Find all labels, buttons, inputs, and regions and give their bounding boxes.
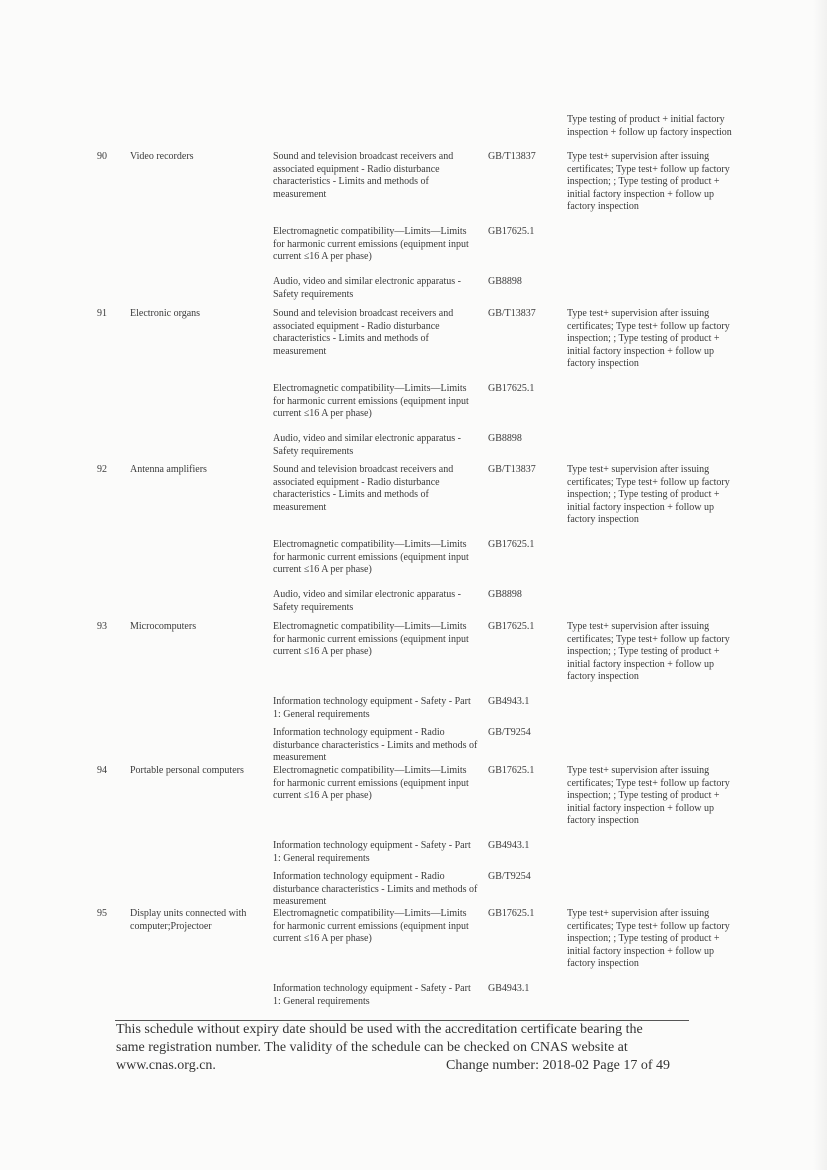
certification-mode: Type test+ supervision after issuing certificates; Type test+ follow up factory inspection; ; Type testing of product + initial factory inspection + follow up factory inspection — [567, 308, 730, 369]
standard-title: Audio, video and similar electronic apparatus - Safety requirements — [273, 589, 461, 613]
footer-website: www.cnas.org.cn. — [116, 1058, 216, 1073]
standard-code: GB17625.1 — [488, 226, 535, 237]
footer-line-1: This schedule without expiry date should be used with the accreditation certificate bearing the — [116, 1022, 643, 1037]
certification-mode: Type test+ supervision after issuing certificates; Type test+ follow up factory inspection; ; Type testing of product + initial factory inspection + follow up factory inspection — [567, 151, 730, 212]
standard-code: GB8898 — [488, 276, 522, 287]
footer-change-number: Change number: 2018-02 Page 17 of 49 — [446, 1058, 670, 1073]
standard-code: GB/T9254 — [488, 727, 531, 738]
standard-title: Electromagnetic compatibility—Limits—Limits for harmonic current emissions (equipment input current ≤16 A per phase) — [273, 621, 469, 657]
standard-title: Electromagnetic compatibility—Limits—Limits for harmonic current emissions (equipment input current ≤16 A per phase) — [273, 383, 469, 419]
certification-mode: Type test+ supervision after issuing certificates; Type test+ follow up factory inspection; ; Type testing of product + initial factory inspection + follow up factory inspection — [567, 908, 730, 969]
product-name: Electronic organs — [130, 308, 201, 319]
standard-code: GB17625.1 — [488, 621, 535, 632]
standard-title: Information technology equipment - Safety - Part 1: General requirements — [273, 983, 471, 1007]
standard-title: Sound and television broadcast receivers and associated equipment - Radio disturbance characteristics - Limits and methods of measurement — [273, 464, 454, 513]
standard-title: Audio, video and similar electronic apparatus - Safety requirements — [273, 433, 461, 457]
standard-code: GB8898 — [488, 589, 522, 600]
standard-title: Information technology equipment - Radio disturbance characteristics - Limits and methods of measurement — [273, 871, 478, 907]
row-number: 94 — [97, 765, 107, 776]
standard-title: Electromagnetic compatibility—Limits—Limits for harmonic current emissions (equipment input current ≤16 A per phase) — [273, 908, 469, 944]
row-number: 93 — [97, 621, 107, 632]
standard-title: Electromagnetic compatibility—Limits—Limits for harmonic current emissions (equipment input current ≤16 A per phase) — [273, 539, 469, 575]
standard-code: GB17625.1 — [488, 765, 535, 776]
standard-code: GB/T13837 — [488, 308, 536, 319]
row-number: 90 — [97, 151, 107, 162]
product-name: Microcomputers — [130, 621, 197, 632]
standard-title: Information technology equipment - Radio disturbance characteristics - Limits and methods of measurement — [273, 727, 478, 763]
standard-title: Electromagnetic compatibility—Limits—Limits for harmonic current emissions (equipment input current ≤16 A per phase) — [273, 765, 469, 801]
certification-mode: Type test+ supervision after issuing certificates; Type test+ follow up factory inspection; ; Type testing of product + initial factory inspection + follow up factory inspection — [567, 464, 730, 525]
standard-code: GB/T13837 — [488, 151, 536, 162]
certification-mode: Type test+ supervision after issuing certificates; Type test+ follow up factory inspection; ; Type testing of product + initial factory inspection + follow up factory inspection — [567, 765, 730, 826]
product-name: Portable personal computers — [130, 765, 244, 776]
standard-code: GB17625.1 — [488, 539, 535, 550]
standard-title: Information technology equipment - Safety - Part 1: General requirements — [273, 840, 471, 864]
row-number: 91 — [97, 308, 107, 319]
standard-code: GB17625.1 — [488, 383, 535, 394]
standard-code: GB4943.1 — [488, 696, 530, 707]
footer-line-2: same registration number. The validity of the schedule can be checked on CNAS website at — [116, 1040, 628, 1055]
standard-title: Information technology equipment - Safety - Part 1: General requirements — [273, 696, 471, 720]
standard-code: GB4943.1 — [488, 840, 530, 851]
carry-over-mode: Type testing of product + initial factory inspection + follow up factory inspection — [567, 114, 732, 138]
product-name: Antenna amplifiers — [130, 464, 207, 475]
page-edge-shadow — [813, 0, 827, 1170]
standard-code: GB/T13837 — [488, 464, 536, 475]
standard-code: GB17625.1 — [488, 908, 535, 919]
standard-title: Audio, video and similar electronic apparatus - Safety requirements — [273, 276, 461, 300]
standard-code: GB/T9254 — [488, 871, 531, 882]
product-name: Video recorders — [130, 151, 194, 162]
row-number: 95 — [97, 908, 107, 919]
row-number: 92 — [97, 464, 107, 475]
product-name: Display units connected with computer;Projectoer — [130, 908, 247, 932]
standard-title: Electromagnetic compatibility—Limits—Limits for harmonic current emissions (equipment input current ≤16 A per phase) — [273, 226, 469, 262]
footer-line-3 — [116, 1057, 670, 1075]
certification-mode: Type test+ supervision after issuing certificates; Type test+ follow up factory inspection; ; Type testing of product + initial factory inspection + follow up factory inspection — [567, 621, 730, 682]
standard-code: GB8898 — [488, 433, 522, 444]
standard-code: GB4943.1 — [488, 983, 530, 994]
standard-title: Sound and television broadcast receivers and associated equipment - Radio disturbance characteristics - Limits and methods of measurement — [273, 151, 454, 200]
standard-title: Sound and television broadcast receivers and associated equipment - Radio disturbance characteristics - Limits and methods of measurement — [273, 308, 454, 357]
